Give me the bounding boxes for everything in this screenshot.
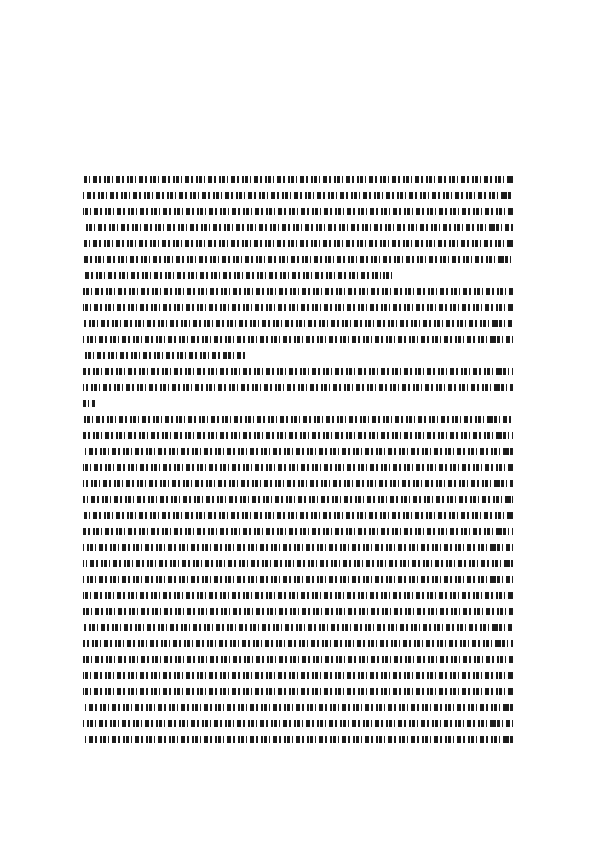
text-line [83, 576, 513, 583]
text-line [83, 448, 513, 455]
text-line [83, 464, 513, 471]
text-line [83, 656, 513, 663]
text-line [83, 288, 513, 295]
text-line [83, 224, 513, 231]
text-line [83, 624, 513, 631]
text-line [83, 272, 393, 279]
text-line [83, 336, 513, 343]
text-line [83, 608, 513, 615]
text-line [83, 688, 513, 695]
text-line [83, 400, 96, 407]
paragraph [83, 416, 513, 743]
paragraph [83, 176, 513, 279]
text-line [83, 592, 513, 599]
text-line [83, 704, 513, 711]
text-line [83, 544, 513, 551]
text-line [83, 416, 513, 423]
text-line [83, 256, 513, 263]
text-line [83, 320, 513, 327]
document-body [83, 176, 513, 752]
text-line [83, 512, 513, 519]
text-line [83, 208, 513, 215]
text-line [83, 384, 513, 391]
text-line [83, 640, 513, 647]
text-line [83, 368, 513, 375]
text-line [83, 496, 513, 503]
paragraph [83, 368, 513, 407]
text-line [83, 240, 513, 247]
text-line [83, 560, 513, 567]
text-line [83, 672, 513, 679]
text-line [83, 352, 246, 359]
text-line [83, 176, 513, 183]
text-line [83, 720, 513, 727]
paragraph [83, 288, 513, 359]
text-line [83, 192, 513, 199]
text-line [83, 736, 513, 743]
text-line [83, 304, 513, 311]
text-line [83, 432, 513, 439]
text-line [83, 528, 513, 535]
text-line [83, 480, 513, 487]
